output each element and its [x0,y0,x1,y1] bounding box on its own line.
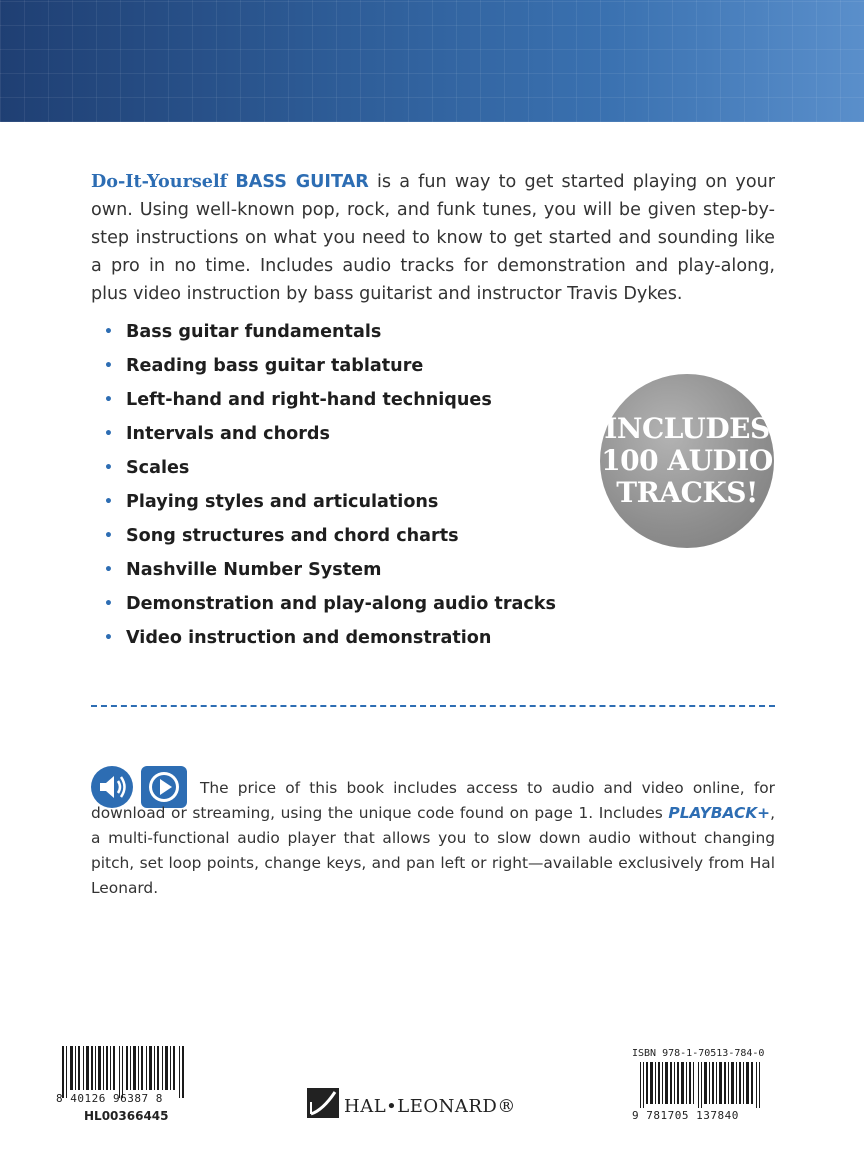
feature-label: Playing styles and articulations [126,492,439,512]
feature-item [102,590,556,624]
playback-brand: PLAYBACK+ [668,804,771,823]
bullet-icon: • [104,460,113,476]
audio-tracks-badge [600,374,774,548]
badge-line-3: TRACKS! [616,476,758,509]
feature-label: Song structures and chord charts [126,526,459,546]
header-band [0,0,864,122]
feature-item [102,318,556,352]
feature-label: Bass guitar fundamentals [126,322,382,342]
feature-label: Demonstration and play-along audio tracks [126,594,556,614]
bullet-icon: • [104,324,113,340]
feature-item [102,556,556,590]
badge-line-1: INCLUDES [604,412,770,445]
badge-line-2: 100 AUDIO [601,444,773,477]
bullet-icon: • [104,494,113,510]
access-text-before: The price of this book includes access to audio and video online, for download or streaming, using the unique code found on page 1. Includes [91,779,775,823]
isbn-barcode [640,1062,762,1114]
feature-item [102,454,556,488]
bullet-icon: • [104,596,113,612]
bullet-icon: • [104,426,113,442]
bullet-icon: • [104,392,113,408]
access-text-after: , a multi-functional audio player that allows you to slow down audio without changing pitch, set loop points, change keys, and pan left or right—available exclusively from Hal Leonard. [91,804,775,898]
bullet-icon: • [104,562,113,578]
hal-leonard-logo-icon [307,1088,339,1118]
upc-digits: 8 40126 96387 8 [56,1092,163,1105]
series-name: Do-It-Yourself [91,170,228,192]
bullet-icon: • [104,358,113,374]
feature-item [102,488,556,522]
isbn-label: ISBN 978-1-70513-784-0 [632,1048,765,1059]
feature-item [102,352,556,386]
feature-label: Nashville Number System [126,560,382,580]
product-code: HL00366445 [84,1109,169,1123]
feature-label: Intervals and chords [126,424,330,444]
publisher-logo-text: HAL•LEONARD® [344,1096,516,1117]
bullet-icon: • [104,630,113,646]
feature-item [102,420,556,454]
feature-item [102,386,556,420]
feature-item [102,624,556,658]
isbn-digits: 9 781705 137840 [632,1109,739,1122]
feature-label: Scales [126,458,190,478]
intro-paragraph [91,168,775,308]
feature-list [102,318,556,658]
feature-label: Video instruction and demonstration [126,628,492,648]
upc-barcode [62,1046,184,1098]
intro-text: is a fun way to get started playing on your own. Using well-known pop, rock, and funk tunes, you will be given step-by-step instructions on what you need to know to get started and sounding like a pro in no time. Includes audio tracks for demonstration and play-along, plus video instruction by bass guitarist and instructor Travis Dykes. [91,171,775,304]
bullet-icon: • [104,528,113,544]
feature-item [102,522,556,556]
feature-label: Left-hand and right-hand techniques [126,390,492,410]
dashed-divider [91,705,775,707]
instrument-name: BASS GUITAR [235,171,369,192]
online-access-paragraph [91,776,775,901]
feature-label: Reading bass guitar tablature [126,356,424,376]
